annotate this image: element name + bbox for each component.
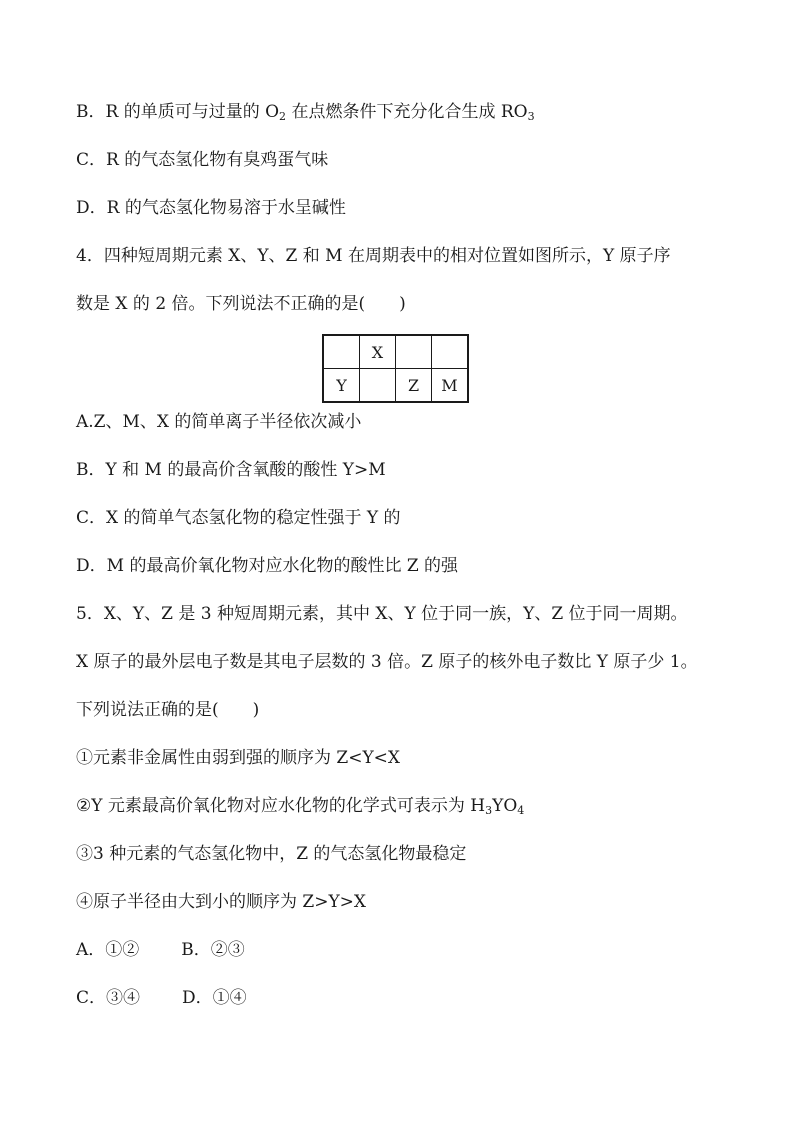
q5-options-row-1 <box>76 938 245 962</box>
grid-cell <box>360 369 396 403</box>
q5s2-text-2: YO <box>492 796 518 816</box>
grid-cell <box>396 335 432 369</box>
q4-stem-line-2: 数是 X 的 2 倍。下列说法不正确的是( ) <box>76 294 406 314</box>
grid-cell: Z <box>396 369 432 403</box>
q4-option-b: B．Y 和 M 的最高价含氧酸的酸性 Y>M <box>76 460 386 480</box>
q4-option-c: C．X 的简单气态氢化物的稳定性强于 Y 的 <box>76 508 401 528</box>
q5-option-a: A．①② <box>76 940 140 960</box>
periodic-table-grid <box>322 334 469 403</box>
q5s2-sub-1: 3 <box>485 804 493 817</box>
q5-statement-1: ①元素非金属性由弱到强的顺序为 Z<Y<X <box>76 748 401 768</box>
q4-option-d: D．M 的最高价氧化物对应水化物的酸性比 Z 的强 <box>76 556 459 576</box>
q3b-text-1: B．R 的单质可与过量的 O <box>76 102 280 122</box>
q4-stem-line-1: 4．四种短周期元素 X、Y、Z 和 M 在周期表中的相对位置如图所示，Y 原子序 <box>76 246 671 266</box>
q5-stem-line-2: X 原子的最外层电子数是其电子层数的 3 倍。Z 原子的核外电子数比 Y 原子少 1。 <box>76 652 698 672</box>
q3b-text-2: 在点燃条件下充分化合生成 RO <box>286 102 528 122</box>
q5-statement-2 <box>76 794 524 818</box>
grid-row <box>323 369 468 403</box>
q5-statement-3: ③3 种元素的气态氢化物中，Z 的气态氢化物最稳定 <box>76 844 467 864</box>
q5-option-d: D．①④ <box>182 988 247 1008</box>
q5-statement-4: ④原子半径由大到小的顺序为 Z>Y>X <box>76 892 367 912</box>
q5-option-c: C．③④ <box>76 988 141 1008</box>
q5s2-sub-2: 4 <box>517 804 525 817</box>
q3b-sub-1: 2 <box>279 110 287 123</box>
q5s2-text-1: ②Y 元素最高价氧化物对应水化物的化学式可表示为 H <box>76 796 486 816</box>
grid-cell: Y <box>323 369 360 403</box>
grid-cell: M <box>432 369 469 403</box>
grid-cell <box>432 335 469 369</box>
grid-cell <box>323 335 360 369</box>
q5-options-row-2 <box>76 986 247 1010</box>
q3b-sub-2: 3 <box>527 110 535 123</box>
q3-option-d: D．R 的气态氢化物易溶于水呈碱性 <box>76 198 346 218</box>
q5-stem-line-3: 下列说法正确的是( ) <box>76 700 260 720</box>
q3-option-b <box>76 100 535 124</box>
q3-option-c: C．R 的气态氢化物有臭鸡蛋气味 <box>76 150 329 170</box>
grid-cell: X <box>360 335 396 369</box>
q5-stem-line-1: 5．X、Y、Z 是 3 种短周期元素，其中 X、Y 位于同一族，Y、Z 位于同一周期。 <box>76 604 688 624</box>
q4-option-a: A.Z、M、X 的简单离子半径依次减小 <box>76 412 362 432</box>
q5-option-b: B．②③ <box>181 940 245 960</box>
grid-row <box>323 335 468 369</box>
